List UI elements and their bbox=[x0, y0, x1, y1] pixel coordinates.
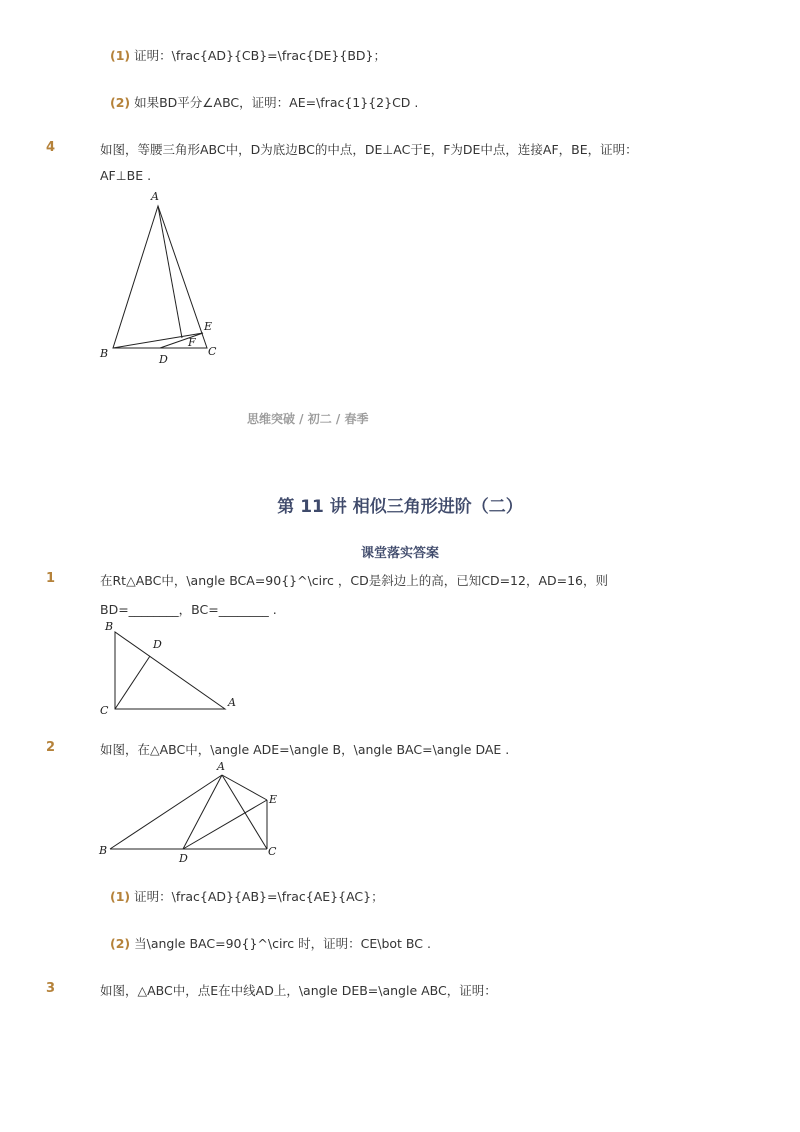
q4-label-d: D bbox=[159, 353, 168, 366]
a1-number: 1 bbox=[46, 571, 56, 586]
a2-segment-ae bbox=[222, 775, 267, 800]
a1-figure bbox=[95, 618, 245, 718]
q4-line2: AF⊥BE . bbox=[100, 168, 152, 183]
a2-sub1 bbox=[110, 887, 384, 905]
a2-label-e: E bbox=[269, 793, 278, 806]
a2-label-d: D bbox=[179, 852, 188, 865]
lesson-subtitle: 课堂落实答案 bbox=[360, 546, 439, 561]
q4-figure bbox=[95, 188, 225, 368]
prev-sub1-label: (1) bbox=[110, 48, 131, 63]
a2-figure bbox=[95, 758, 295, 868]
q4-number: 4 bbox=[46, 140, 56, 155]
a1-label-a: A bbox=[228, 696, 236, 709]
a1-altitude-cd bbox=[115, 656, 150, 709]
a1-line2: BD=________，BC=________ . bbox=[100, 602, 277, 617]
a2-line1: 如图，在△ABC中，\angle ADE=\angle B，\angle BAC=\angle DAE . bbox=[100, 742, 510, 757]
page-footer: 思维突破 / 初二 / 春季 bbox=[247, 412, 369, 426]
a1-label-d: D bbox=[153, 638, 162, 651]
q4-label-e: E bbox=[204, 320, 213, 333]
prev-sub2 bbox=[110, 93, 418, 111]
a1-label-c: C bbox=[100, 704, 109, 717]
q4-segment-af bbox=[158, 206, 182, 338]
prev-sub2-label: (2) bbox=[110, 95, 131, 110]
a1-line1: 在Rt△ABC中，\angle BCA=90{}^\circ ，CD是斜边上的高，已知CD=12，AD=16，则 bbox=[100, 573, 609, 588]
a2-label-a: A bbox=[217, 760, 225, 773]
a2-sub2 bbox=[110, 934, 431, 952]
lesson-title: 第 11 讲 相似三角形进阶（二） bbox=[277, 497, 523, 517]
a2-sub1-label: (1) bbox=[110, 889, 131, 904]
a2-sub2-text: 当\angle BAC=90{}^\circ 时，证明：CE\bot BC . bbox=[134, 936, 431, 951]
a3-number: 3 bbox=[46, 981, 56, 996]
q4-label-f: F bbox=[188, 336, 196, 349]
a2-sub1-text: 证明：\frac{AD}{AB}=\frac{AE}{AC}； bbox=[134, 889, 384, 904]
prev-sub1 bbox=[110, 46, 386, 64]
a2-segment-ab bbox=[110, 775, 222, 849]
a2-number: 2 bbox=[46, 740, 56, 755]
a1-triangle-abc bbox=[115, 632, 225, 709]
a2-label-b: B bbox=[99, 844, 108, 857]
a3-line1: 如图，△ABC中，点E在中线AD上，\angle DEB=\angle ABC，证明： bbox=[100, 983, 497, 998]
prev-sub2-text: 如果BD平分∠ABC，证明：AE=\frac{1}{2}CD . bbox=[134, 95, 419, 110]
q4-label-c: C bbox=[208, 345, 217, 358]
q4-label-a: A bbox=[151, 190, 159, 203]
a1-label-b: B bbox=[105, 620, 114, 633]
q4-line1: 如图，等腰三角形ABC中，D为底边BC的中点，DE⊥AC于E，F为DE中点，连接AF，BE，证明： bbox=[100, 142, 638, 157]
a2-segment-ac bbox=[222, 775, 267, 849]
q4-triangle-abc bbox=[113, 206, 207, 348]
a2-sub2-label: (2) bbox=[110, 936, 131, 951]
a2-label-c: C bbox=[268, 845, 277, 858]
q4-label-b: B bbox=[100, 347, 109, 360]
prev-sub1-text: 证明：\frac{AD}{CB}=\frac{DE}{BD}； bbox=[134, 48, 386, 63]
